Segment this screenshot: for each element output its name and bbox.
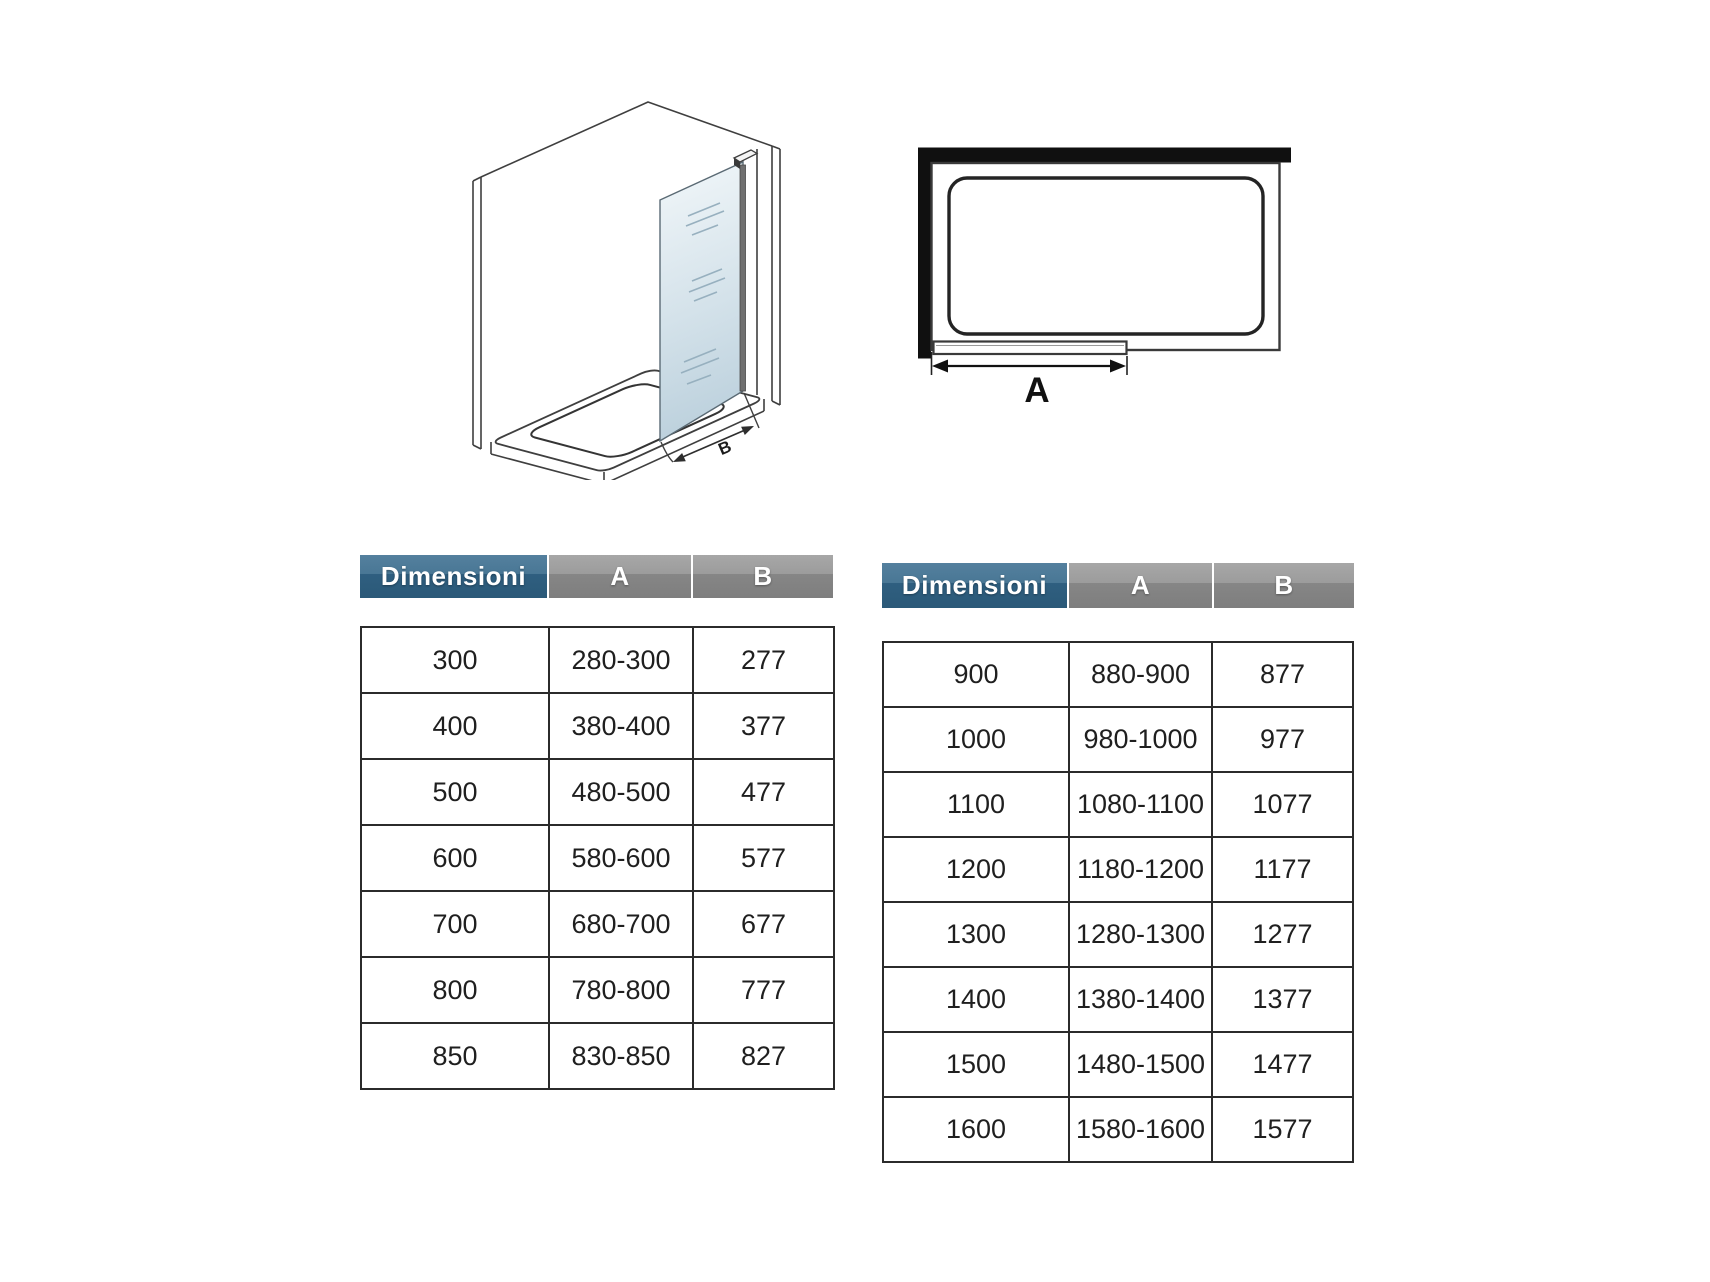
table-cell: 1280-1300 [1069, 902, 1212, 967]
table-cell: 830-850 [549, 1023, 693, 1089]
column-header-dimensioni: Dimensioni [360, 555, 547, 598]
table-cell: 980-1000 [1069, 707, 1212, 772]
table-cell: 400 [361, 693, 549, 759]
table-cell: 477 [693, 759, 834, 825]
column-header-a: A [1069, 563, 1212, 608]
isometric-view-diagram [380, 60, 800, 480]
table-cell: 977 [1212, 707, 1353, 772]
right-table-header [882, 563, 1354, 608]
table-cell: 677 [693, 891, 834, 957]
table-cell: 900 [883, 642, 1069, 707]
column-header-b: B [693, 555, 833, 598]
table-row [883, 902, 1353, 967]
table-cell: 600 [361, 825, 549, 891]
left-dimensions-table [360, 626, 835, 1090]
wall-left [918, 148, 931, 359]
table-row [361, 759, 834, 825]
left-wall [473, 177, 481, 449]
top-view-diagram [900, 100, 1370, 430]
glass-panel-top-view [934, 342, 1127, 355]
table-cell: 1580-1600 [1069, 1097, 1212, 1162]
column-header-dimensioni: Dimensioni [882, 563, 1067, 608]
table-cell: 1000 [883, 707, 1069, 772]
table-row [361, 891, 834, 957]
column-header-a: A [549, 555, 691, 598]
table-cell: 380-400 [549, 693, 693, 759]
table-cell: 777 [693, 957, 834, 1023]
table-row [361, 957, 834, 1023]
table-cell: 277 [693, 627, 834, 693]
table-cell: 700 [361, 891, 549, 957]
table-cell: 780-800 [549, 957, 693, 1023]
right-wall [772, 146, 780, 405]
table-cell: 1600 [883, 1097, 1069, 1162]
left-table-body [361, 627, 834, 1089]
table-row [883, 707, 1353, 772]
dimension-label-a: A [1024, 371, 1050, 410]
glass-support-profile [740, 165, 746, 391]
table-row [883, 642, 1353, 707]
table-cell: 300 [361, 627, 549, 693]
table-row [883, 837, 1353, 902]
table-cell: 680-700 [549, 891, 693, 957]
table-row [883, 772, 1353, 837]
table-cell: 1377 [1212, 967, 1353, 1032]
table-row [883, 967, 1353, 1032]
table-cell: 580-600 [549, 825, 693, 891]
arrowhead-right [1110, 360, 1126, 373]
table-cell: 1100 [883, 772, 1069, 837]
table-cell: 1380-1400 [1069, 967, 1212, 1032]
table-cell: 1577 [1212, 1097, 1353, 1162]
table-cell: 1077 [1212, 772, 1353, 837]
table-row [361, 693, 834, 759]
table-cell: 1180-1200 [1069, 837, 1212, 902]
glass-panel [660, 162, 743, 441]
table-cell: 1500 [883, 1032, 1069, 1097]
dimension-arrow-a [932, 352, 1128, 410]
table-cell: 577 [693, 825, 834, 891]
table-cell: 877 [1212, 642, 1353, 707]
table-cell: 280-300 [549, 627, 693, 693]
table-row [883, 1032, 1353, 1097]
table-cell: 880-900 [1069, 642, 1212, 707]
table-cell: 1480-1500 [1069, 1032, 1212, 1097]
right-dimensions-table [882, 641, 1354, 1163]
table-cell: 1200 [883, 837, 1069, 902]
table-cell: 800 [361, 957, 549, 1023]
table-row [361, 1023, 834, 1089]
table-cell: 1177 [1212, 837, 1353, 902]
table-cell: 480-500 [549, 759, 693, 825]
tray-outline-top-view [932, 163, 1280, 350]
dimension-label-b: B [715, 436, 735, 460]
table-row [361, 825, 834, 891]
table-cell: 827 [693, 1023, 834, 1089]
arrowhead-left [932, 360, 948, 373]
back-wall-top-edge [481, 102, 772, 177]
wall-top [925, 148, 1291, 163]
table-cell: 850 [361, 1023, 549, 1089]
table-cell: 1300 [883, 902, 1069, 967]
arrowhead-left [673, 453, 686, 462]
table-cell: 1400 [883, 967, 1069, 1032]
table-cell: 1277 [1212, 902, 1353, 967]
left-table-header [360, 555, 833, 598]
column-header-b: B [1214, 563, 1354, 608]
table-cell: 500 [361, 759, 549, 825]
arrowhead-right [741, 426, 754, 435]
table-cell: 1080-1100 [1069, 772, 1212, 837]
table-cell: 1477 [1212, 1032, 1353, 1097]
right-table-body [883, 642, 1353, 1162]
table-row [883, 1097, 1353, 1162]
table-cell: 377 [693, 693, 834, 759]
table-row [361, 627, 834, 693]
